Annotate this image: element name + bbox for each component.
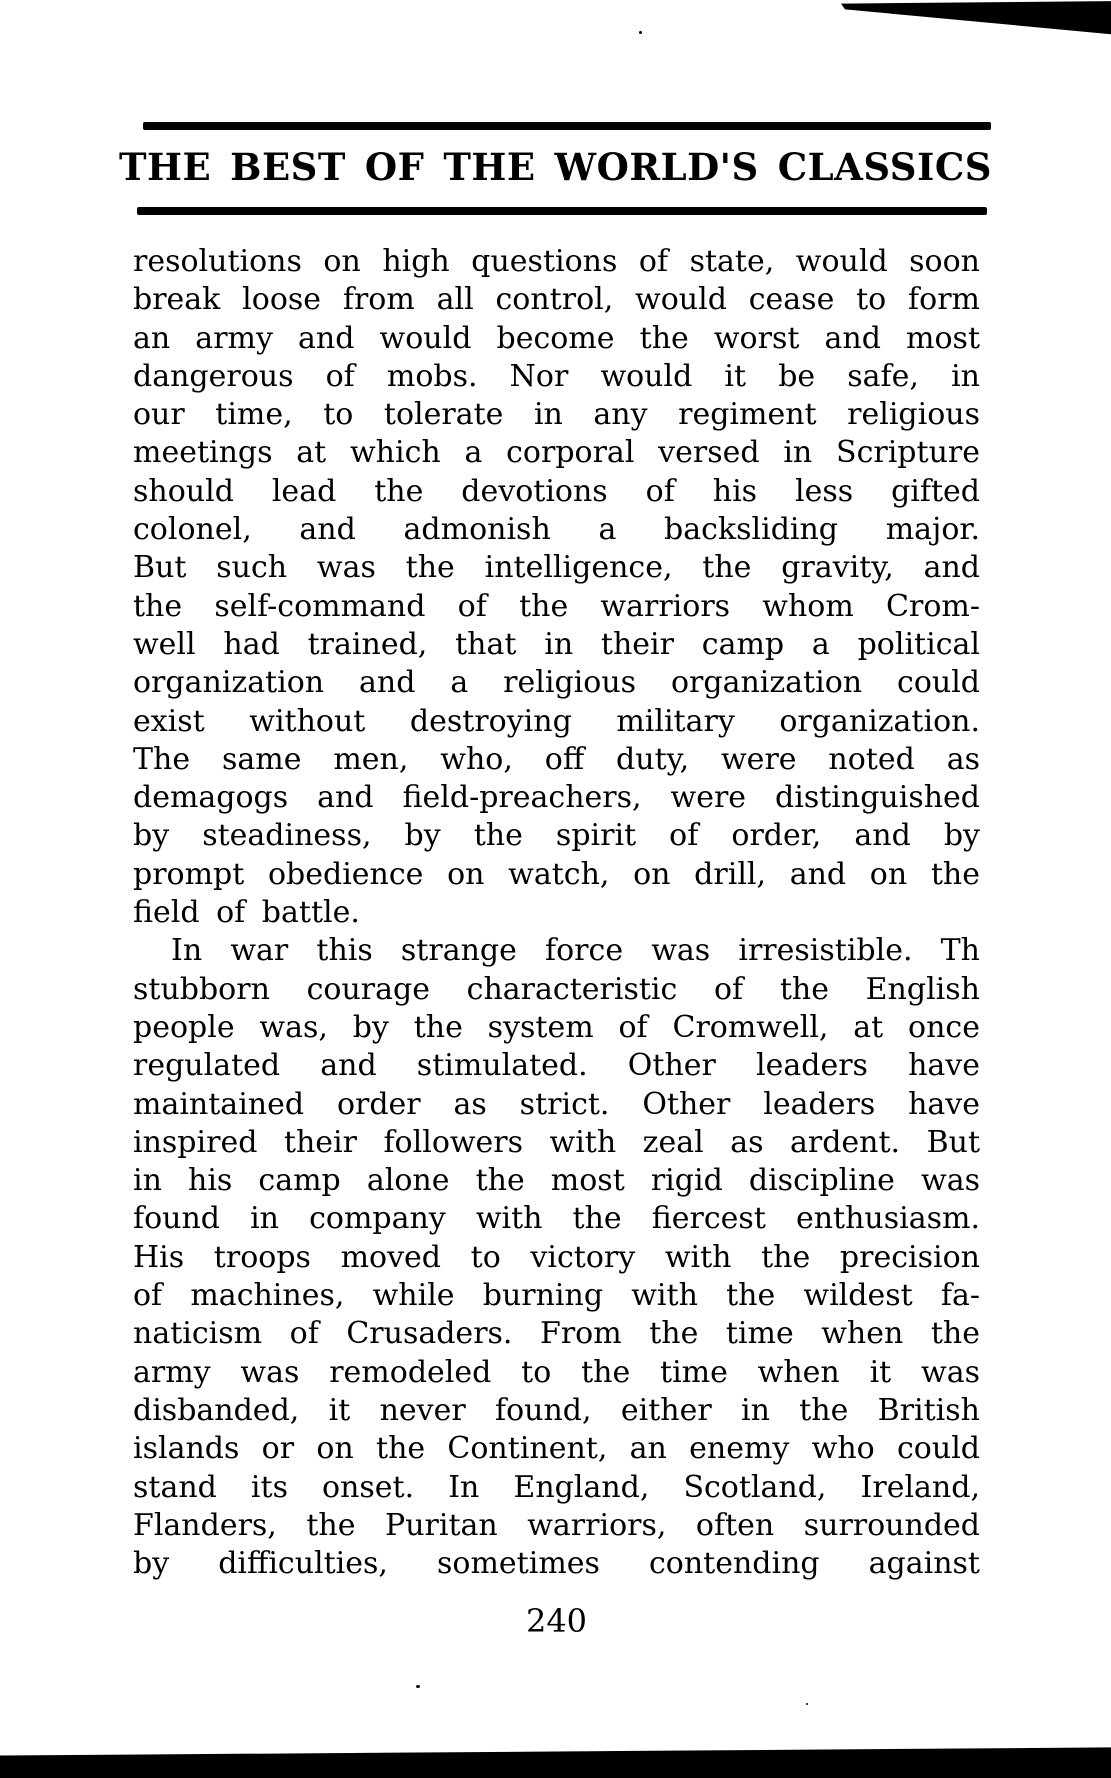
text-line: But such was the intelligence, the gravity, and [133, 550, 980, 586]
text-line: break loose from all control, would cease to form [133, 282, 980, 318]
text-line: people was, by the system of Cromwell, at once [133, 1009, 980, 1045]
text-line: an army and would become the worst and most [133, 320, 980, 356]
page-header-title: THE BEST OF THE WORLD'S CLASSICS [119, 145, 992, 189]
text-line: resolutions on high questions of state, would soon [133, 244, 980, 279]
text-line: the self-command of the warriors whom Crom- [133, 588, 980, 624]
text-line: The same men, who, off duty, were noted as [133, 741, 980, 777]
header-rule-top [143, 122, 991, 130]
text-line: organization and a religious organization could [133, 665, 980, 701]
text-line: exist without destroying military organization. [133, 703, 980, 739]
text-line: prompt obedience on watch, on drill, and on the [133, 856, 980, 892]
text-line: by difficulties, sometimes contending against [133, 1546, 980, 1582]
text-line: should lead the devotions of his less gifted [133, 473, 980, 509]
body-text [133, 243, 980, 1583]
text-line: of machines, while burning with the wildest fa- [133, 1278, 980, 1314]
text-line: disbanded, it never found, either in the British [133, 1392, 980, 1428]
text-line: our time, to tolerate in any regiment religious [133, 397, 980, 433]
ink-speck [639, 31, 642, 34]
ink-speck [806, 1703, 808, 1705]
text-line: meetings at which a corporal versed in Scripture [133, 435, 980, 471]
text-line: in his camp alone the most rigid discipline was [133, 1163, 980, 1199]
text-line: dangerous of mobs. Nor would it be safe, in [133, 358, 980, 394]
text-line: His troops moved to victory with the precision [133, 1239, 980, 1275]
text-line: by steadiness, by the spirit of order, and by [133, 818, 980, 854]
text-line: stubborn courage characteristic of the English [133, 971, 980, 1007]
ink-speck [416, 1685, 420, 1688]
text-line: colonel, and admonish a backsliding major. [133, 512, 980, 548]
text-line: In war this strange force was irresistible. Th [171, 933, 980, 969]
text-line: army was remodeled to the time when it was [133, 1354, 980, 1390]
text-line: field of battle. [133, 895, 360, 931]
scan-corner-artifact [841, 0, 1111, 36]
text-line: found in company with the fiercest enthusiasm. [133, 1201, 980, 1237]
text-line: naticism of Crusaders. From the time when the [133, 1316, 980, 1352]
scan-bottom-bar-artifact [0, 1744, 1111, 1778]
text-line: demagogs and field-preachers, were distinguished [133, 780, 980, 816]
text-line: stand its onset. In England, Scotland, Ireland, [133, 1469, 980, 1505]
text-line: well had trained, that in their camp a political [133, 626, 980, 662]
text-line: regulated and stimulated. Other leaders have [133, 1048, 980, 1084]
text-line: maintained order as strict. Other leaders have [133, 1086, 980, 1122]
text-line: islands or on the Continent, an enemy who could [133, 1431, 980, 1467]
text-line: inspired their followers with zeal as ardent. But [133, 1124, 980, 1160]
page-number: 240 [525, 1602, 588, 1640]
text-line: Flanders, the Puritan warriors, often surrounded [133, 1507, 980, 1543]
header-rule-bottom [137, 207, 987, 215]
